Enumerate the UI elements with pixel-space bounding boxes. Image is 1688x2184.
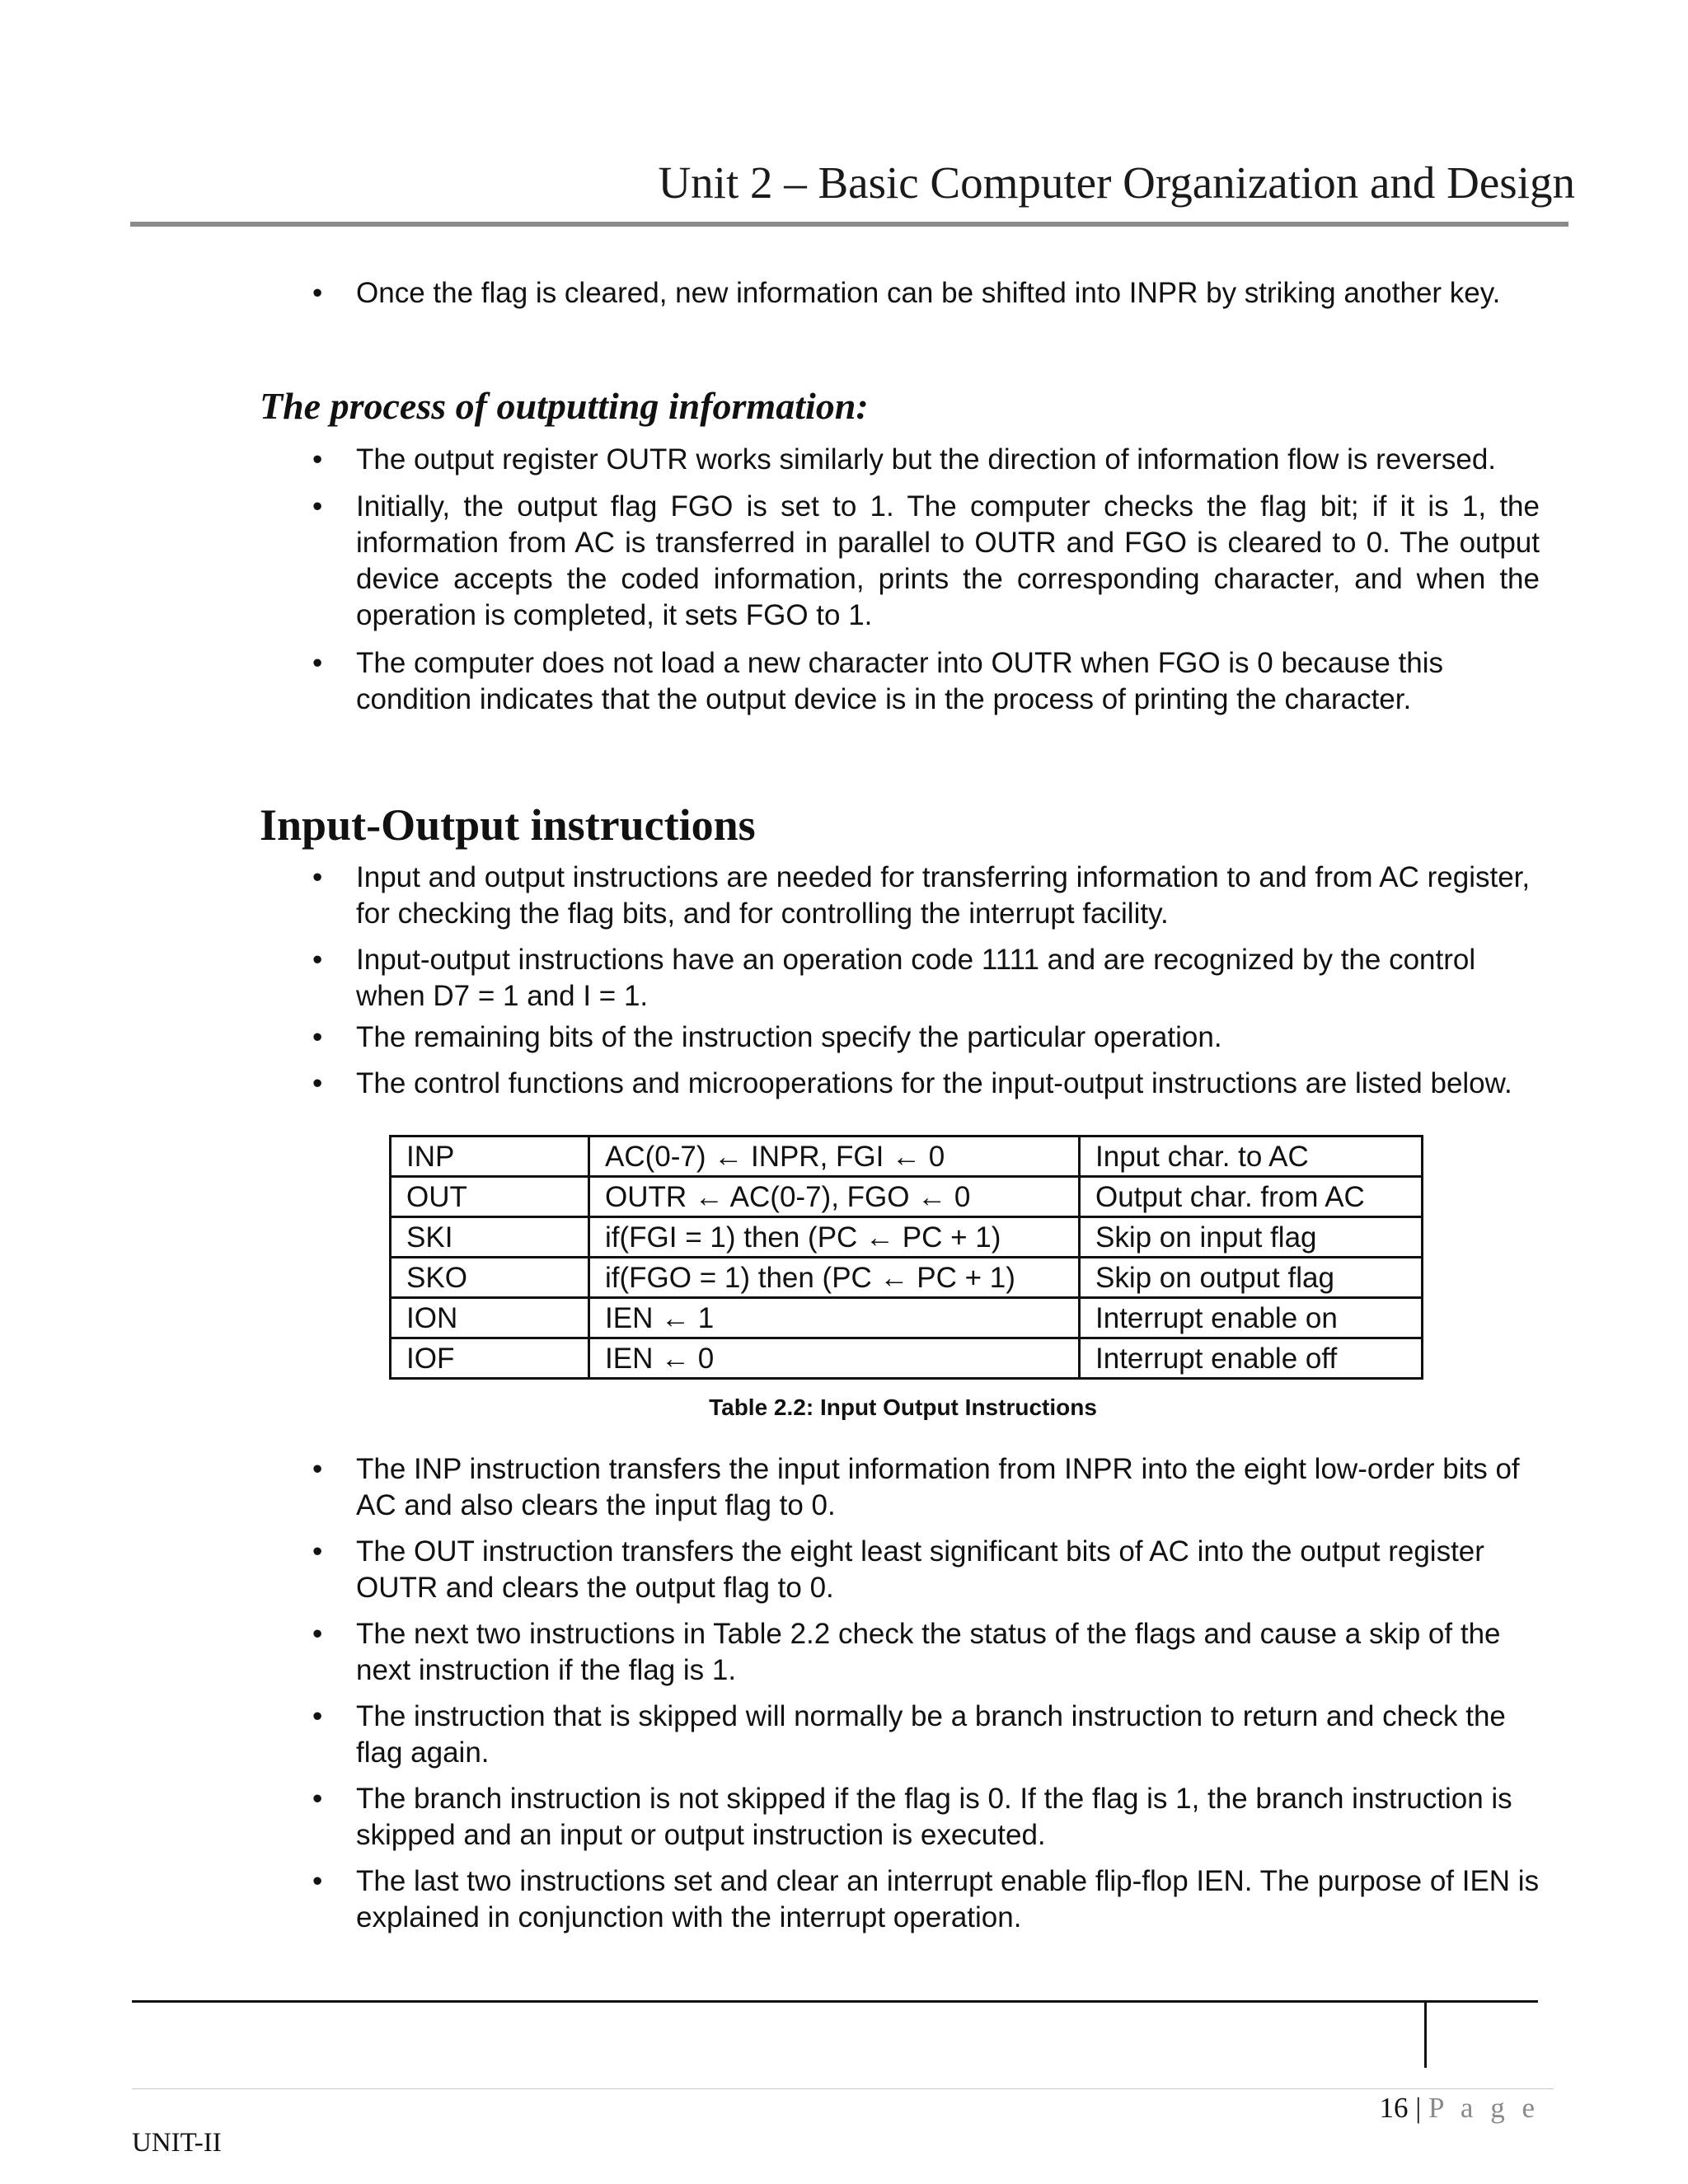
- list-item: • Input and output instructions are needed for transferring information to and from AC register, for checking the flag bits, and for controlling the interrupt facility.: [312, 861, 1531, 930]
- table-cell-symbol: IOF: [391, 1338, 589, 1379]
- list-item: • The OUT instruction transfers the eight least significant bits of AC into the output register OUTR and clears the output flag to 0.: [312, 1535, 1484, 1604]
- list-item: • The computer does not load a new character into OUTR when FGO is 0 because this condition indicates that the output device is in the process of printing the character.: [312, 647, 1443, 715]
- bullet-icon: •: [312, 1618, 323, 1650]
- io-instruction-table: [389, 1135, 1423, 1380]
- table-cell-description: Input char. to AC: [1080, 1137, 1423, 1177]
- table-cell-microop: IEN ← 0: [589, 1338, 1080, 1379]
- bullet-icon: •: [312, 443, 323, 476]
- io-bullet-list-after: [0, 1451, 1688, 1936]
- table-row: [391, 1177, 1423, 1217]
- list-item: • The output register OUTR works similarly but the direction of information flow is reversed.: [0, 442, 1688, 478]
- bullet-icon: •: [312, 1783, 323, 1815]
- table-cell-microop: if(FGI = 1) then (PC ← PC + 1): [589, 1217, 1080, 1258]
- bullet-icon: •: [312, 944, 323, 976]
- io-bullet-list-before: [0, 860, 1688, 1102]
- table-row: [391, 1258, 1423, 1298]
- table-cell-microop: IEN ← 1: [589, 1298, 1080, 1338]
- table-cell-symbol: INP: [391, 1137, 589, 1177]
- unit-label: UNIT-II: [132, 2128, 222, 2158]
- list-item: • The remaining bits of the instruction specify the particular operation.: [0, 1019, 1688, 1056]
- bullet-icon: •: [312, 490, 323, 523]
- bullet-icon: •: [312, 1700, 323, 1732]
- page-number: [1379, 2092, 1540, 2125]
- page-number-value: 16: [1379, 2092, 1409, 2124]
- list-item: • Once the flag is cleared, new information can be shifted into INPR by striking another key.: [0, 275, 1648, 312]
- page-label: P a g e: [1428, 2092, 1540, 2124]
- bullet-icon: •: [312, 277, 323, 309]
- table-cell-description: Output char. from AC: [1080, 1177, 1423, 1217]
- bullet-icon: •: [312, 1067, 323, 1099]
- table-cell-symbol: SKO: [391, 1258, 589, 1298]
- section-heading-io: Input-Output instructions: [260, 800, 756, 850]
- table-row: [391, 1217, 1423, 1258]
- bullet-icon: •: [312, 647, 323, 679]
- footer-divider: [1424, 2000, 1427, 2068]
- header-rule: [130, 222, 1568, 227]
- output-bullet-list: [0, 442, 1688, 718]
- intro-bullet-list: [0, 275, 1648, 312]
- table-cell-symbol: OUT: [391, 1177, 589, 1217]
- list-item: • The next two instructions in Table 2.2 check the status of the flags and cause a skip of the next instruction if the flag is 1.: [312, 1618, 1501, 1686]
- list-item: • The last two instructions set and clear an interrupt enable flip-flop IEN. The purpose of IEN is explained in conjunction with the interrupt operation.: [312, 1865, 1540, 1933]
- footer-thin-rule: [132, 2088, 1554, 2089]
- table-cell-description: Interrupt enable off: [1080, 1338, 1423, 1379]
- bullet-icon: •: [312, 861, 323, 893]
- table-row: [391, 1298, 1423, 1338]
- table-cell-description: Skip on input flag: [1080, 1217, 1423, 1258]
- table-cell-microop: if(FGO = 1) then (PC ← PC + 1): [589, 1258, 1080, 1298]
- page-header-title: Unit 2 – Basic Computer Organization and Design: [658, 157, 1575, 208]
- list-item: • The control functions and microoperations for the input-output instructions are listed below.: [0, 1066, 1688, 1102]
- table-cell-symbol: ION: [391, 1298, 589, 1338]
- list-item: • The branch instruction is not skipped if the flag is 0. If the flag is 1, the branch instruction is skipped and an input or output instruction is executed.: [312, 1783, 1512, 1851]
- table-cell-description: Skip on output flag: [1080, 1258, 1423, 1298]
- bullet-icon: •: [312, 1021, 323, 1053]
- list-item: • The INP instruction transfers the input information from INPR into the eight low-order bits of AC and also clears the input flag to 0.: [312, 1453, 1520, 1521]
- bullet-icon: •: [312, 1865, 323, 1897]
- table-cell-symbol: SKI: [391, 1217, 589, 1258]
- page-separator: |: [1415, 2092, 1422, 2124]
- list-item: • The instruction that is skipped will normally be a branch instruction to return and check the flag again.: [312, 1700, 1506, 1769]
- list-item: • Initially, the output flag FGO is set to 1. The computer checks the flag bit; if it is 1, the information from AC is transferred in parallel to OUTR and FGO is cleared to 0. The output device accepts the coded information, prints the corresponding character, and when the operation is completed, it sets FGO to 1.: [312, 490, 1540, 631]
- table-caption: Table 2.2: Input Output Instructions: [709, 1394, 1097, 1420]
- table-cell-microop: OUTR ← AC(0-7), FGO ← 0: [589, 1177, 1080, 1217]
- table-cell-microop: AC(0-7) ← INPR, FGI ← 0: [589, 1137, 1080, 1177]
- bullet-icon: •: [312, 1453, 323, 1485]
- table-row: [391, 1137, 1423, 1177]
- table-row: [391, 1338, 1423, 1379]
- bullet-icon: •: [312, 1535, 323, 1568]
- table-cell-description: Interrupt enable on: [1080, 1298, 1423, 1338]
- section-heading-output: The process of outputting information:: [260, 385, 869, 427]
- footer-rule: [132, 2000, 1538, 2003]
- list-item: • Input-output instructions have an operation code 1111 and are recognized by the control when D7 = 1 and I = 1.: [312, 944, 1476, 1012]
